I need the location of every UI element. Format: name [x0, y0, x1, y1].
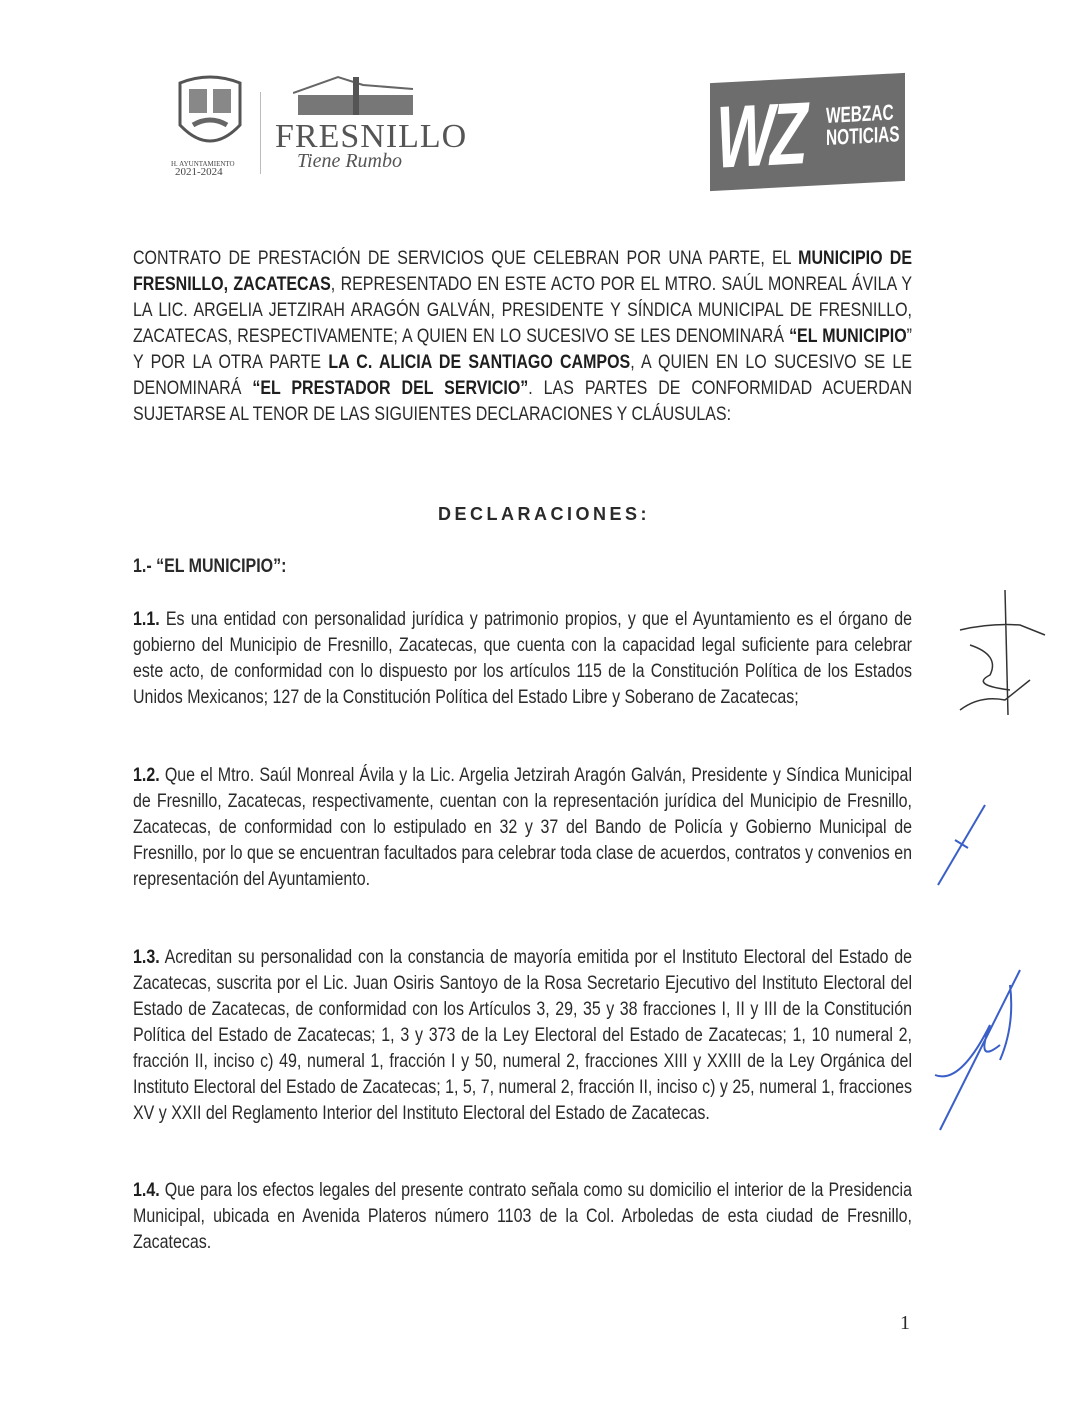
bold-segment: MUNICIPIO DE FRESNILLO, ZACATECAS: [133, 247, 912, 295]
bold-segment: LA C. ALICIA DE SANTIAGO CAMPOS: [328, 351, 631, 373]
webzac-noticias-logo: [710, 73, 905, 191]
seal-caption: H. AYUNTAMIENTO: [171, 160, 235, 168]
seal-years: 2021-2024: [175, 166, 223, 178]
webzac-text: WEBZAC NOTICIAS: [826, 99, 900, 151]
text-segment: ” Y POR LA OTRA PARTE: [133, 325, 912, 373]
municipal-seal-logo: [171, 75, 245, 178]
city-logo-text: FRESNILLO: [275, 118, 468, 155]
text-segment: , A QUIEN EN LO SUCESIVO SE LE DENOMINARÁ: [133, 351, 912, 399]
section-title: DECLARACIONES:: [437, 504, 650, 524]
clause-1-3: 1.3. Acreditan su personalidad con la constancia de mayoría emitida por el Instituto Electoral del Estado de Zacatecas, suscrita por el Lic. Juan Osiris Santoyo de la Rosa Secretario Ejecutivo del Instituto Electoral del Estado de Zacatecas, de conformidad con los Artículos 3, 29, 35 y 38 fracciones I, II y III de la Constitución Política del Estado de Zacatecas; 1, 3 y 373 de la Ley Electoral del Estado de Zacatecas; 1, 10 numeral 2, fracción II, inciso c) 49, numeral 1, fracción I y 50, numeral 2, fracciones XIII y XXIII de la Ley Orgánica del Instituto Electoral del Estado de Zacatecas; 1, 5, 7, numeral 2, fracción II, inciso c) y 25, numeral 1, fracciones XV y XXII del Reglamento Interior del Instituto Electoral del Estado de Zacatecas.: [133, 946, 912, 1124]
fresnillo-logo: [275, 75, 468, 173]
signature-initials-3: [930, 965, 1030, 1135]
clause-1-1: 1.1. Es una entidad con personalidad jurídica y patrimonio propios, y que el Ayuntamiento es el órgano de gobierno del Municipio de Fresnillo, Zacatecas, que cuenta con la capacidad legal suficiente para celebrar este acto, de conformidad con lo dispuesto por los artículos 115 de la Constitución Política de los Estados Unidos Mexicanos; 127 de la Constitución Política del Estado Libre y Soberano de Zacatecas;: [133, 608, 912, 708]
logo-divider: [260, 92, 261, 174]
text-segment: CONTRATO DE PRESTACIÓN DE SERVICIOS QUE CELEBRAN POR UNA PARTE, EL: [133, 247, 799, 269]
page-number: 1: [900, 1312, 910, 1334]
bold-segment: “EL PRESTADOR DEL SERVICIO”: [252, 377, 529, 399]
contract-intro: [133, 245, 912, 427]
wz-mark: WZ: [716, 83, 804, 187]
clause-1-4: 1.4. Que para los efectos legales del presente contrato señala como su domicilio el interior de la Presidencia Municipal, ubicada en Avenida Plateros número 1103 de la Col. Arboledas de esta ciudad de Fresnillo, Zacatecas.: [133, 1179, 912, 1253]
signature-initials-1: [950, 585, 1050, 725]
city-slogan: Tiene Rumbo: [297, 150, 402, 172]
signature-initials-2: [930, 800, 990, 890]
text-segment: , REPRESENTADO EN ESTE ACTO POR EL MTRO. SAÚL MONREAL ÁVILA Y LA LIC. ARGELIA JETZIRAH ARAGÓN GALVÁN, PRESIDENTE Y SÍNDICA MUNICIPAL DE FRESNILLO, ZACATECAS, RESPECTIVAMENTE; A QUIEN EN LO SUCESIVO SE LES DENOMINARÁ: [133, 273, 913, 347]
bold-segment: “EL MUNICIPIO: [789, 325, 907, 347]
clause-1-2: 1.2. Que el Mtro. Saúl Monreal Ávila y la Lic. Argelia Jetzirah Aragón Galván, Presidente y Síndica Municipal de Fresnillo, Zacatecas, respectivamente, cuentan con la representación jurídica del Municipio de Fresnillo, Zacatecas, de conformidad con lo estipulado en 32 y 37 del Bando de Policía y Gobierno Municipal de Fresnillo, por lo que se encuentran facultados para celebrar toda clase de acuerdos, contratos y convenios en representación del Ayuntamiento.: [133, 764, 912, 890]
text-segment: . LAS PARTES DE CONFORMIDAD ACUERDAN SUJETARSE AL TENOR DE LAS SIGUIENTES DECLARACIONES Y CLÁUSULAS:: [133, 377, 912, 425]
subsection-title: 1.- “EL MUNICIPIO”:: [133, 555, 287, 577]
